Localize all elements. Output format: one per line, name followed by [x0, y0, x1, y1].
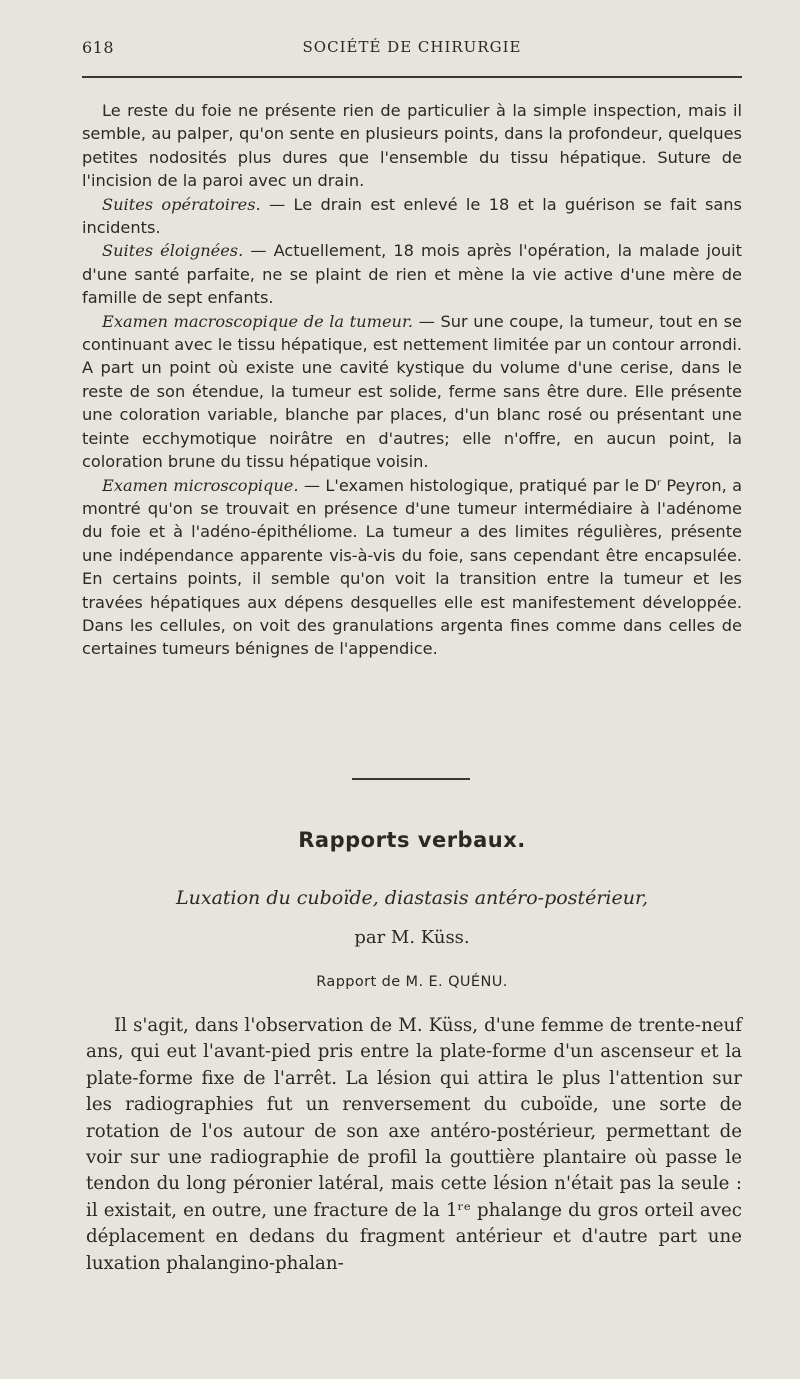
section-title: Rapports verbaux.: [298, 828, 526, 852]
paragraph: Il s'agit, dans l'observation de M. Küss, d'une femme de trente-neuf ans, qui eut l'avant-pied pris entre la plate-forme d'un ascenseur et la plate-forme fixe de l'arrêt. La lésion qui attira le plus l'attention sur les radiographies fut un renversement du cuboïde, une sorte de rotation de l'os autour de son axe antéro-postérieur, permettant de voir sur une radiographie de profil la gouttière plantaire où passe le tendon du long péronier latéral, mais cette lésion n'était pas la seule : il existait, en outre, une fracture de la 1ʳᵉ phalange du gros orteil avec déplacement en dedans du fragment antérieur et d'autre part une luxation phalangino-phalan-: [86, 1015, 742, 1274]
paragraph-text: — Le drain est enlevé le 18 et la guérison se fait sans incidents.: [82, 194, 742, 238]
paragraph: [82, 474, 742, 661]
rubric-examen-macroscopique: Examen macroscopique de la tumeur.: [102, 311, 414, 331]
article-byline: par M. Küss.: [354, 927, 470, 948]
page-number: 618: [82, 38, 115, 57]
paragraph: [82, 310, 742, 474]
paragraph: [82, 193, 742, 240]
paragraph-text: — Actuellement, 18 mois après l'opération, la malade jouit d'une santé parfaite, ne se plaint de rien et mène la vie active d'une mère de famille de sept enfants.: [82, 241, 742, 308]
rubric-suites-operatoires: Suites opératoires.: [102, 194, 261, 214]
paragraph: [82, 239, 742, 309]
rubric-examen-microscopique: Examen microscopique.: [102, 475, 299, 495]
page-header: [82, 38, 742, 62]
header-rule: [82, 76, 742, 78]
paragraph: Le reste du foie ne présente rien de particulier à la simple inspection, mais il semble, au palper, qu'on sente en plusieurs points, dans la profondeur, quelques petites nodosités plus dures que l'ensemble du tissu hépatique. Suture de l'incision de la paroi avec un drain.: [82, 101, 742, 191]
section-divider: [352, 778, 470, 780]
paragraph-text: — Sur une coupe, la tumeur, tout en se continuant avec le tissu hépatique, est nettement limitée par un contour arrondi. A part un point où existe une cavité kystique du volume d'une cerise, dans le reste de son étendue, la tumeur est solide, ferme sans être dure. Elle présente une coloration variable, blanche par places, d'un blanc rosé ou présentant une teinte ecchymotique noirâtre en d'autres; elle n'offre, en aucun point, la coloration brune du tissu hépatique voisin.: [82, 311, 742, 472]
rubric-suites-eloignees: Suites éloignées.: [102, 241, 244, 261]
article-title: Luxation du cuboïde, diastasis antéro-postérieur,: [176, 887, 648, 909]
paragraph-text: — L'examen histologique, pratiqué par le Dʳ Peyron, a montré qu'on se trouvait en présence d'une tumeur intermédiaire à l'adénome du foie et à l'adéno-épithéliome. La tumeur a des limites régulières, présente une indépendance apparente vis-à-vis du foie, sans cependant être encapsulée. En certains points, il semble qu'on voit la transition entre la tumeur et les travées hépatiques aux dépens desquelles elle est manifestement développée. Dans les cellules, on voit des granulations argenta fines comme dans celles de certaines tumeurs bénignes de l'appendice.: [82, 475, 742, 659]
report-author: Rapport de M. E. QUÉNU.: [316, 974, 508, 990]
running-head: SOCIÉTÉ DE CHIRURGIE: [302, 38, 522, 56]
report-body-text: [86, 1013, 742, 1277]
case-report-text: [82, 99, 742, 661]
